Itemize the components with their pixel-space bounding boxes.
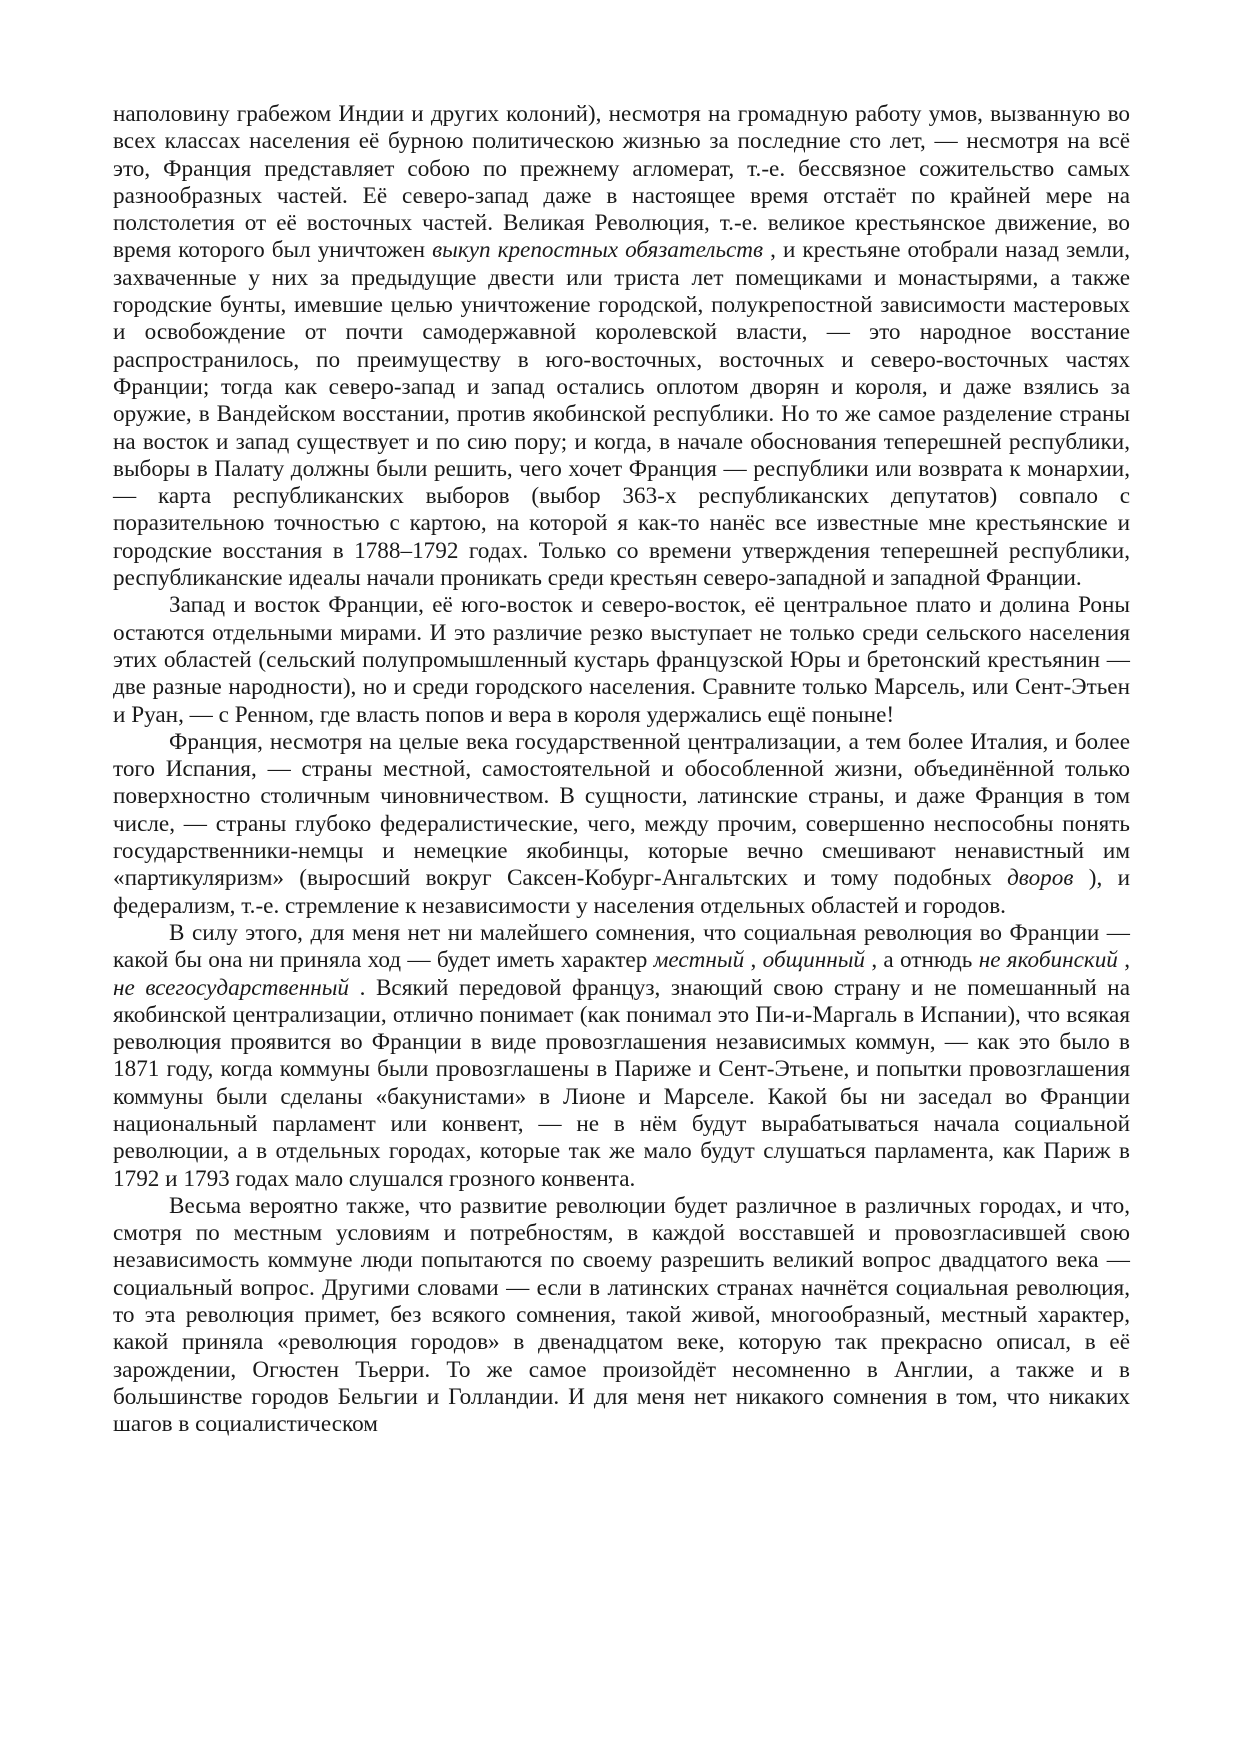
paragraph-4-italic-1: местный	[653, 947, 745, 974]
paragraph-2	[113, 592, 1130, 728]
paragraph-4-italic-3: не якобинский	[978, 947, 1118, 974]
paragraph-3	[113, 729, 1130, 920]
paragraph-3-text-1: Франция, несмотря на целые века государственной централизации, а тем более Италия, и более того Испания, — страны местной, самостоятельной и обособленной жизни, объединённой только поверхностно столичным чиновничеством. В сущности, латинские страны, и даже Франция в том числе, — страны глубоко федералистические, чего, между прочим, совершенно неспособны понять государственники-немцы и немецкие якобинцы, которые вечно смешивают ненавистный им «партикуляризм» (выросший вокруг Саксен-Кобург-Ангальтских и тому подобных	[113, 728, 1130, 892]
paragraph-5-text-1: Весьма вероятно также, что развитие революции будет различное в различных городах, и что, смотря по местным условиям и потребностям, в каждой восставшей и провозгласившей свою независимость коммуне люди попытаются по своему разрешить великий вопрос двадцатого века — социальный вопрос. Другими словами — если в латинских странах начнётся социальная революция, то эта революция примет, без всякого сомнения, такой живой, многообразный, местный характер, какой приняла «революция городов» в двенадцатом веке, которую так прекрасно описал, в её зарождении, Огюстен Тьерри. То же самое произойдёт несомненно в Англии, а также и в большинстве городов Бельгии и Голландии. И для меня нет никакого сомнения в том, что никаких шагов в социалистическом	[113, 1192, 1130, 1438]
paragraph-4-text-1: В силу этого, для меня нет ни малейшего сомнения, что социальная революция во Франции — какой бы она ни приняла ход — будет иметь характер	[113, 919, 1130, 974]
paragraph-5	[113, 1193, 1130, 1439]
paragraph-1-text-1: наполовину грабежом Индии и других колоний), несмотря на громадную работу умов, вызванную во всех классах населения её бурною политическою жизнью за последние сто лет, — несмотря на всё это, Франция представляет собою по прежнему агломерат, т.-е. бессвязное сожительство самых разнообразных частей. Её северо-запад даже в настоящее время отстаёт по крайней мере на полстолетия от её восточных частей. Великая Революция, т.-е. великое крестьянское движение, во время которого был уничтожен	[113, 101, 1130, 264]
paragraph-1-text-2: , и крестьяне отобрали назад земли, захваченные у них за предыдущие двести или триста лет помещиками и монастырями, а также городские бунты, имевшие целью уничтожение городской, полукрепостной зависимости мастеровых и освобождение от почти самодержавной королевской власти, — это народное восстание распространилось, по преимуществу в юго-восточных, восточных и северо-восточных частях Франции; тогда как северо-запад и запад остались оплотом дворян и короля, и даже взялись за оружие, в Вандейском восстании, против якобинской республики. Но то же самое разделение страны на восток и запад существует и по сию пору; и когда, в начале обоснования теперешней республики, выборы в Палату должны были решить, чего хочет Франция — республики или возврата к монархии, — карта республиканских выборов (выбор 363-х республиканских депутатов) совпало с поразительною точностью с картою, на которой я как-то нанёс все известные мне крестьянские и городские восстания в 1788–1792 годах. Только со времени утверждения теперешней республики, республиканские идеалы начали проникать среди крестьян северо-западной и западной Франции.	[113, 237, 1130, 592]
paragraph-4-text-3: , а отнюдь	[865, 947, 979, 974]
paragraph-2-text-1: Запад и восток Франции, её юго-восток и северо-восток, её центральное плато и долина Роны остаются отдельными мирами. И это различие резко выступает не только среди сельского населения этих областей (сельский полупромышленный кустарь французской Юры и бретонский крестьянин — две разные народности), но и среди городского населения. Сравните только Марсель, или Сент-Этьен и Руан, — с Ренном, где власть попов и вера в короля удержались ещё поныне!	[113, 592, 1130, 728]
paragraph-4-text-5: . Всякий передовой француз, знающий свою страну и не помешанный на якобинской централизации, отлично понимает (как понимал это Пи-и-Маргаль в Испании), что всякая революция проявится во Франции в виде провозглашения независимых коммун, — как это было в 1871 году, когда коммуны были провозглашены в Париже и Сент-Этьене, и попытки провозглашения коммуны были сделаны «бакунистами» в Лионе и Марселе. Какой бы ни заседал во Франции национальный парламент или конвент, — не в нём будут вырабатываться начала социальной революции, а в отдельных городах, которые так же мало будут слушаться парламента, как Париж в 1792 и 1793 годах мало слушался грозного конвента.	[113, 974, 1130, 1192]
paragraph-3-italic-1: дворов	[1007, 865, 1074, 892]
document-page	[113, 101, 1130, 1439]
paragraph-1	[113, 101, 1130, 592]
paragraph-4-italic-2: общинный	[762, 947, 866, 974]
paragraph-4-italic-4: не всегосударственный	[113, 974, 350, 1001]
paragraph-4-text-4: ,	[1117, 947, 1131, 974]
paragraph-3-text-2: ), и федерализм, т.-е. стремление к независимости у населения отдельных областей и городов.	[113, 865, 1130, 919]
paragraph-4	[113, 920, 1130, 1193]
paragraph-4-text-2: ,	[744, 947, 763, 974]
paragraph-1-italic-1: выкуп крепостных обязательств	[432, 237, 764, 264]
